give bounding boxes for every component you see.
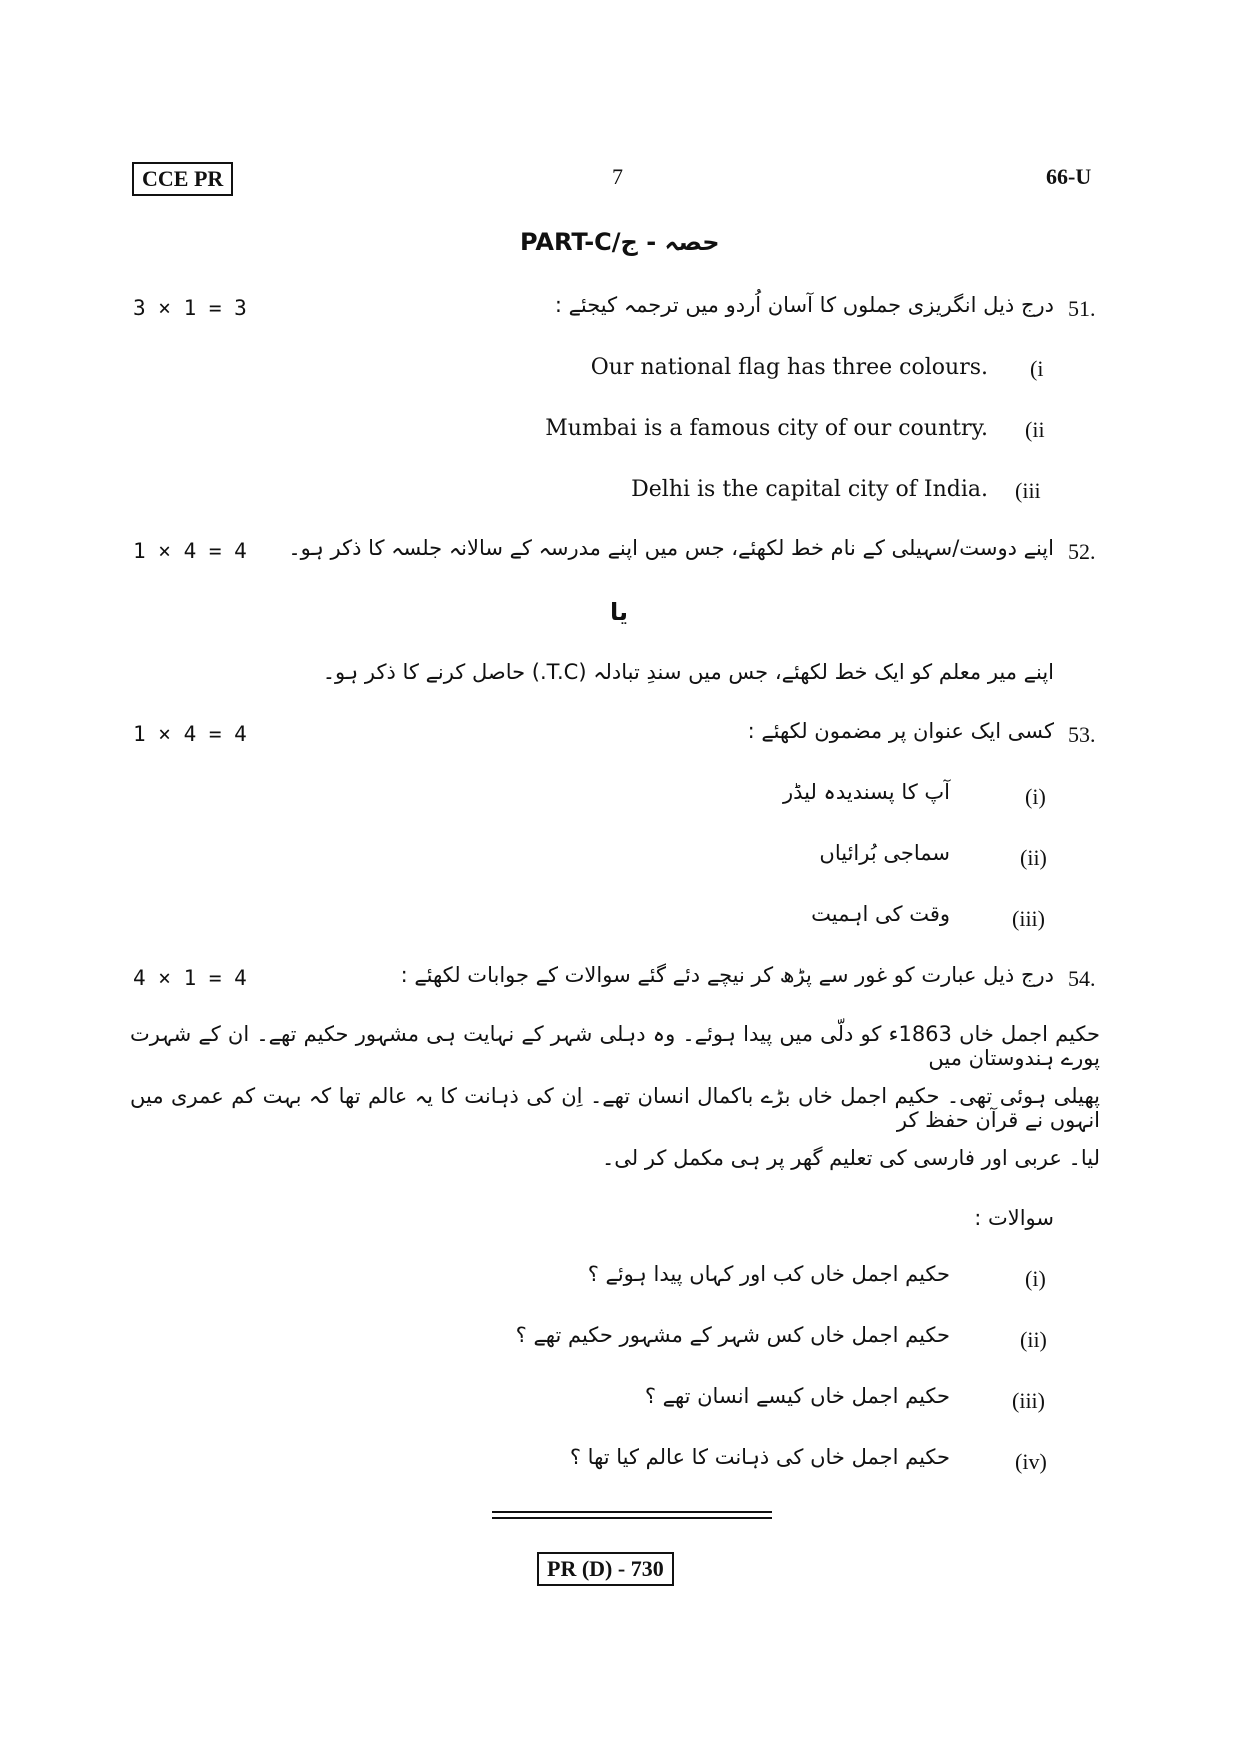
q51-text: درج ذیل انگریزی جملوں کا آسان اُردو میں ترجمہ کیجئے : — [554, 293, 1054, 317]
q52-marks: 1 × 4 = 4 — [133, 539, 247, 563]
q53-number: 53. — [1068, 722, 1096, 747]
q51-item-text: Delhi is the capital city of India. — [631, 477, 988, 502]
q51-item-text: Our national flag has three colours. — [590, 355, 988, 380]
footer-code: PR (D) - 730 — [537, 1552, 674, 1586]
q54-item-label: (iv) — [1015, 1449, 1047, 1474]
footer-rule-top — [492, 1511, 772, 1513]
q53-item-text: آپ کا پسندیدہ لیڈر — [782, 780, 950, 804]
q54-text: درج ذیل عبارت کو غور سے پڑھ کر نیچے دئے گئے سوالات کے جوابات لکھئے : — [400, 963, 1054, 987]
q54-item-text: حکیم اجمل خاں کس شہر کے مشہور حکیم تھے ؟ — [515, 1323, 950, 1347]
q54-passage-line: حکیم اجمل خاں 1863ء کو دلّی میں پیدا ہوئے۔ وہ دہلی شہر کے نہایت ہی مشہور حکیم تھے۔ ان کے شہرت پورے ہندوستان میں — [130, 1022, 1100, 1070]
q52-alt-text: اپنے میر معلم کو ایک خط لکھئے، جس میں سندِ تبادلہ (T.C.) حاصل کرنے کا ذکر ہو۔ — [322, 660, 1054, 684]
page-number: 7 — [612, 164, 623, 189]
q51-item-label: (i — [1030, 356, 1044, 381]
q51-number: 51. — [1068, 296, 1096, 321]
q53-item-text: سماجی بُرائیاں — [819, 841, 950, 865]
q53-marks: 1 × 4 = 4 — [133, 722, 247, 746]
q54-number: 54. — [1068, 966, 1096, 991]
part-title: PART-C/حصہ - ج — [520, 228, 720, 256]
footer-rule-bottom — [492, 1517, 772, 1519]
q53-item-label: (iii) — [1012, 906, 1045, 931]
q53-item-text: وقت کی اہمیت — [811, 902, 950, 926]
q54-item-label: (ii) — [1020, 1327, 1047, 1352]
q54-passage-line: لیا۔ عربی اور فارسی کی تعلیم گھر پر ہی مکمل کر لی۔ — [601, 1146, 1100, 1170]
q51-item-text: Mumbai is a famous city of our country. — [545, 416, 988, 441]
q54-item-label: (iii) — [1012, 1388, 1045, 1413]
q52-or: یا — [610, 598, 629, 626]
q54-item-text: حکیم اجمل خاں کب اور کہاں پیدا ہوئے ؟ — [587, 1262, 950, 1286]
q53-item-label: (ii) — [1020, 845, 1047, 870]
q51-item-label: (ii — [1025, 417, 1045, 442]
q54-item-text: حکیم اجمل خاں کی ذہانت کا عالم کیا تھا ؟ — [569, 1445, 950, 1469]
header-code-left: CCE PR — [132, 162, 233, 196]
q52-text: اپنے دوست/سہیلی کے نام خط لکھئے، جس میں اپنے مدرسہ کے سالانہ جلسہ کا ذکر ہو۔ — [288, 536, 1054, 560]
q54-questions-label: سوالات : — [974, 1206, 1054, 1230]
q53-text: کسی ایک عنوان پر مضمون لکھئے : — [747, 719, 1054, 743]
header-code-right: 66-U — [1046, 164, 1092, 189]
q51-marks: 3 × 1 = 3 — [133, 296, 247, 320]
q52-number: 52. — [1068, 539, 1096, 564]
q54-item-label: (i) — [1025, 1266, 1046, 1291]
q54-item-text: حکیم اجمل خاں کیسے انسان تھے ؟ — [644, 1384, 950, 1408]
q54-marks: 4 × 1 = 4 — [133, 966, 247, 990]
q53-item-label: (i) — [1025, 784, 1046, 809]
q54-passage-line: پھیلی ہوئی تھی۔ حکیم اجمل خاں بڑے باکمال انسان تھے۔ اِن کی ذہانت کا یہ عالم تھا کہ بہت کم عمری میں انہوں نے قرآن حفظ کر — [130, 1084, 1100, 1132]
q51-item-label: (iii — [1015, 478, 1041, 503]
